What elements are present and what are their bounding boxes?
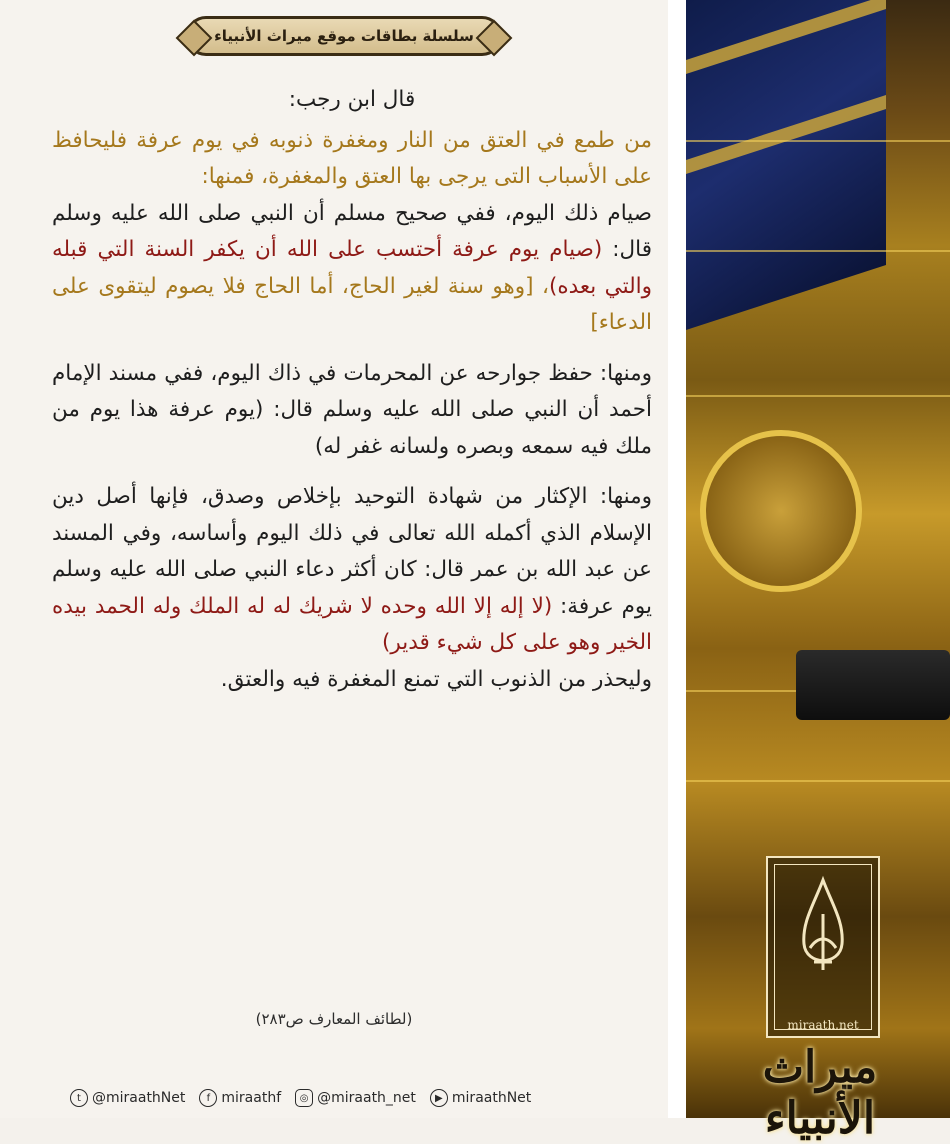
- paragraph-warning: وليحذر من الذنوب التي تمنع المغفرة فيه والعتق.: [220, 666, 652, 692]
- door-medallion: [700, 430, 862, 592]
- series-title-badge: [186, 16, 502, 56]
- kiswa-gold-band: [686, 0, 886, 74]
- paragraph-tawhid: [52, 479, 652, 662]
- logo-url: miraath.net: [787, 1018, 859, 1032]
- gold-trim: [686, 395, 950, 397]
- kiswa-gold-band: [686, 95, 886, 174]
- social-handle: @miraath_net: [317, 1090, 416, 1106]
- kiswa-cloth: [686, 0, 886, 330]
- tawhid-hadith: (لا إله إلا الله وحده لا شريك له له الملك وله الحمد بيده الخير وهو على كل شيء قدير): [52, 593, 652, 655]
- social-handle: miraathf: [221, 1090, 282, 1106]
- social-twitter[interactable]: [70, 1089, 185, 1107]
- fasting-note: ، [وهو سنة لغير الحاج، أما الحاج فلا يصوم ليتقوى على الدعاء]: [52, 273, 652, 335]
- panel-divider: [668, 0, 686, 1118]
- door-lock: [796, 650, 950, 720]
- fasting-hadith: (صيام يوم عرفة أحتسب على الله أن يكفر السنة التي قبله والتي بعده): [52, 237, 652, 299]
- youtube-icon: ▶: [430, 1089, 448, 1107]
- source-citation: (لطائف المعارف ص٢٨٣): [255, 1010, 413, 1028]
- gold-trim: [686, 250, 950, 252]
- paragraph-fasting: [52, 196, 652, 342]
- social-bar: [70, 1086, 531, 1110]
- logo-wordmark: ميراث الأنبياء: [762, 1042, 878, 1144]
- miraath-logo-box: [766, 856, 880, 1038]
- social-facebook[interactable]: [199, 1089, 281, 1107]
- intro-paragraph: من طمع في العتق من النار ومغفرة ذنوبه في يوم عرفة فليحافظ على الأسباب التى يرجى بها العتق والمغفرة، فمنها:: [52, 127, 652, 189]
- instagram-icon: ◎: [295, 1089, 313, 1107]
- calligraphy-emblem-icon: [784, 874, 862, 994]
- tawhid-text: ومنها: الإكثار من شهادة التوحيد بإخلاص وصدق، فإنها أصل دين الإسلام الذي أكمله الله تعالى في ذلك اليوم وأساسه، وفي المسند عن عبد الله بن عمر قال: كان أكثر دعاء النبي صلى الله عليه وسلم يوم عرفة:: [52, 484, 652, 619]
- social-handle: @miraathNet: [92, 1090, 186, 1106]
- social-handle: miraathNet: [451, 1090, 532, 1106]
- social-youtube[interactable]: [430, 1089, 531, 1107]
- facebook-icon: f: [199, 1089, 217, 1107]
- paragraph-guarding: ومنها: حفظ جوارحه عن المحرمات في ذاك اليوم، ففي مسند الإمام أحمد أن النبي صلى الله عليه وسلم قال: (يوم عرفة هذا يوم من ملك فيه سمعه وبصره ولسانه غفر له): [52, 360, 652, 459]
- fasting-text: صيام ذلك اليوم، ففي صحيح مسلم أن النبي صلى الله عليه وسلم قال:: [52, 200, 652, 262]
- card-body: [52, 82, 652, 698]
- gold-trim: [686, 140, 950, 142]
- twitter-icon: t: [70, 1089, 88, 1107]
- quote-author: قال ابن رجب:: [288, 87, 416, 112]
- gold-trim: [686, 780, 950, 782]
- social-instagram[interactable]: [295, 1089, 416, 1107]
- series-title: سلسلة بطاقات موقع ميراث الأنبياء: [214, 27, 474, 45]
